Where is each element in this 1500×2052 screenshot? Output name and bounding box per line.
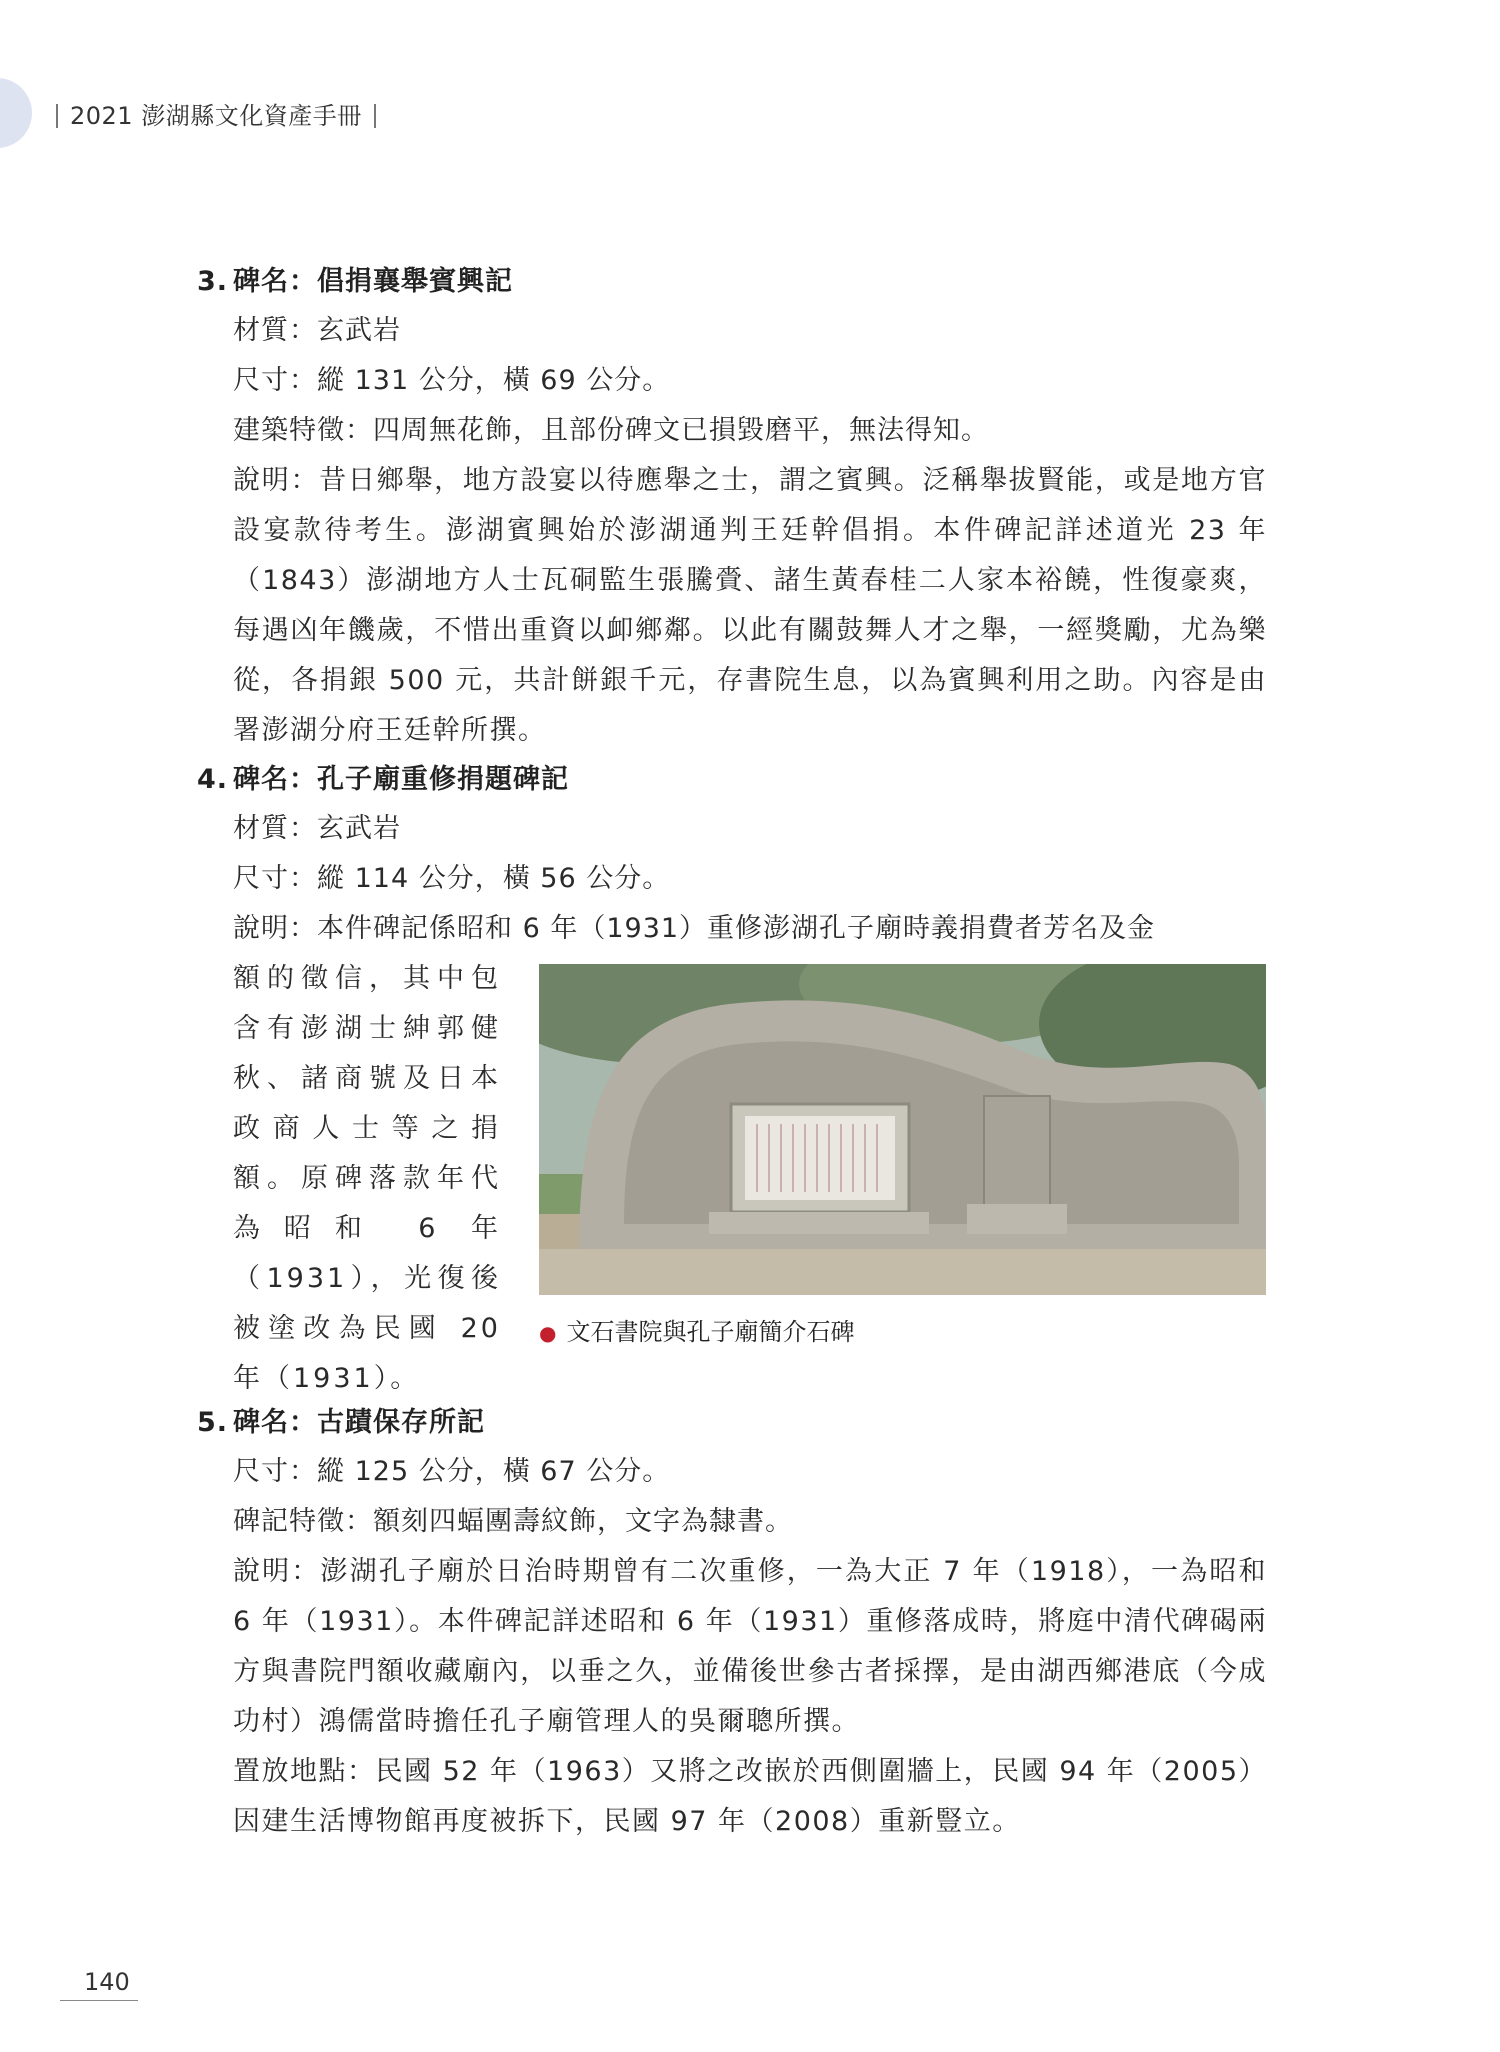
entry-4-title: 4. 碑名：孔子廟重修捐題碑記 [197,764,569,795]
entry-4-description-wrapped: 額的徵信，其中包含有澎湖士紳郭健秋、諸商號及日本政商人士等之捐額。原碑落款年代為昭和 6 年（1931），光復後被塗改為民國 20 年（1931）。 [233,963,501,1394]
entry-4-description-first-line: 說明：本件碑記係昭和 6 年（1931）重修澎湖孔子廟時義捐費者芳名及金 [233,913,1156,944]
entry-4-size: 尺寸：縱 114 公分，橫 56 公分。 [233,863,671,894]
entry-3-description: 說明：昔日鄉舉，地方設宴以待應舉之士，謂之賓興。泛稱舉拔賢能，或是地方官設宴款待考生。澎湖賓興始於澎湖通判王廷幹倡捐。本件碑記詳述道光 23 年（1843）澎湖地方人士瓦硐監生張騰賫、諸生黃春桂二人家本裕饒，性復豪爽，每遇凶年饑歲，不惜出重資以卹鄉鄰。以此有關鼓舞人才之舉，一經獎勵，尤為樂從，各捐銀 500 元，共計餅銀千元，存書院生息，以為賓興利用之助。內容是由署澎湖分府王廷幹所撰。 [233,465,1267,746]
page-number: 140 [84,1968,130,1996]
stele-photo [539,964,1266,1295]
page-content [197,258,1267,1847]
header-divider [56,104,58,128]
photo-caption: ● 文石書院與孔子廟簡介石碑 [539,1318,855,1346]
page-tab-marker [0,78,32,148]
header-title: 2021 澎湖縣文化資產手冊 [70,102,362,130]
header-divider [374,104,376,128]
entry-3-size: 尺寸：縱 131 公分，橫 69 公分。 [233,365,671,396]
bullet-icon: ● [539,1321,557,1345]
entry-5-location: 置放地點：民國 52 年（1963）又將之改嵌於西側圍牆上，民國 94 年（2005）因建生活博物館再度被拆下，民國 97 年（2008）重新豎立。 [233,1756,1267,1837]
entry-5-title: 5. 碑名：古蹟保存所記 [197,1407,485,1438]
stele-photo-illustration [539,964,1266,1295]
entry-3-feature: 建築特徵：四周無花飾，且部份碑文已損毀磨平，無法得知。 [233,415,989,446]
running-header [56,96,388,131]
entry-3-title: 3. 碑名：倡捐襄舉賓興記 [197,266,513,297]
entry-5-description: 說明：澎湖孔子廟於日治時期曾有二次重修，一為大正 7 年（1918），一為昭和 6 年（1931）。本件碑記詳述昭和 6 年（1931）重修落成時，將庭中清代碑碣兩方與書院門額收藏廟內，以垂之久，並備後世參古者採擇，是由湖西鄉港底（今成功村）鴻儒當時擔任孔子廟管理人的吳爾聰所撰。 [233,1556,1267,1737]
entry-4-wrap-block [233,954,1267,1399]
footer-rule [60,2000,138,2001]
entry-5-feature: 碑記特徵：額刻四蝠團壽紋飾，文字為隸書。 [233,1506,793,1537]
entry-4-material: 材質：玄武岩 [233,813,401,844]
entry-5-size: 尺寸：縱 125 公分，橫 67 公分。 [233,1456,671,1487]
entry-3-material: 材質：玄武岩 [233,315,401,346]
